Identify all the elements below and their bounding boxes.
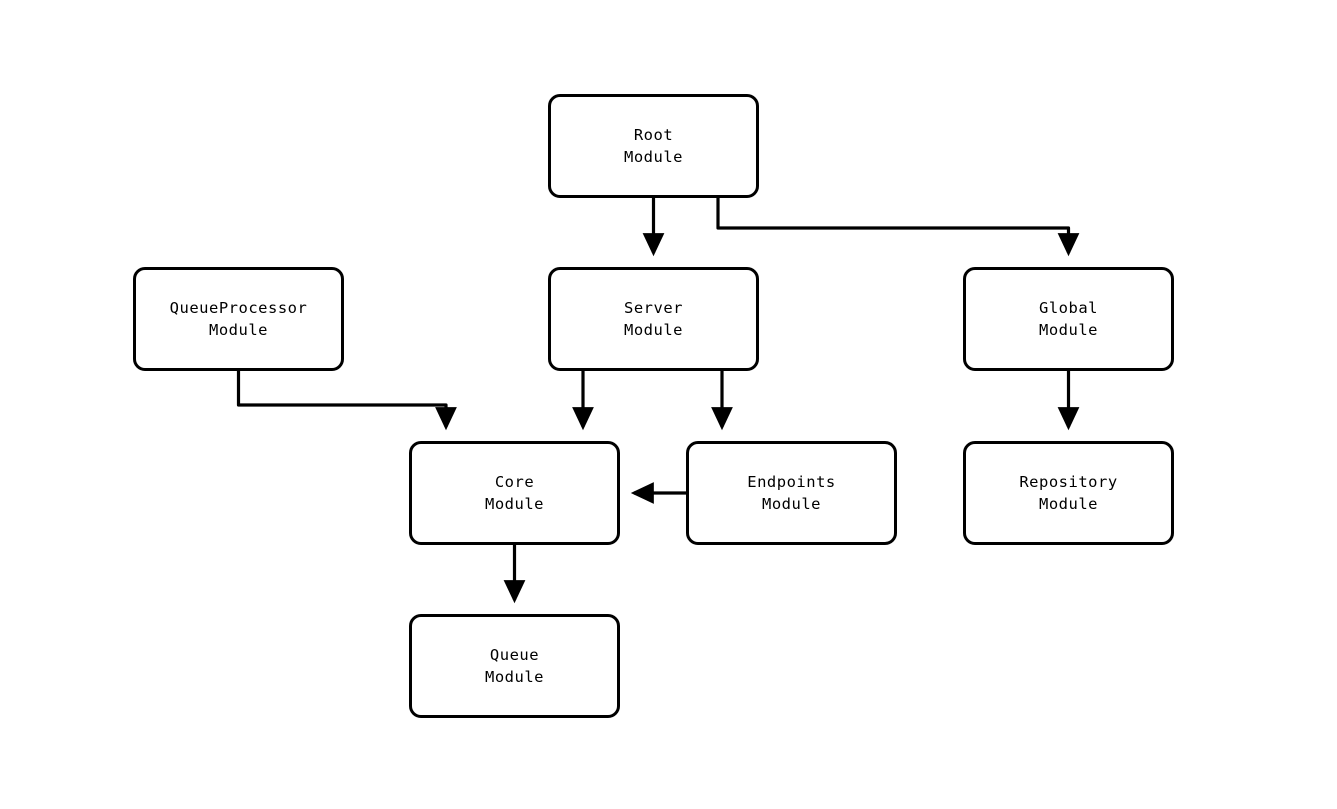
- node-core-line2: Module: [485, 495, 544, 513]
- node-server[interactable]: [548, 267, 759, 371]
- node-global-line2: Module: [1039, 321, 1098, 339]
- node-repository-line1: Repository: [1019, 473, 1118, 491]
- node-root-line2: Module: [624, 148, 683, 166]
- node-queue-line1: Queue: [489, 646, 540, 664]
- node-root-line1: Root: [633, 126, 674, 144]
- node-queue[interactable]: [409, 614, 620, 718]
- edge-root-to-global: [718, 198, 1069, 253]
- node-server-line2: Module: [624, 321, 683, 339]
- node-repository-line2: Module: [1039, 495, 1098, 513]
- node-global[interactable]: [963, 267, 1174, 371]
- node-core[interactable]: [409, 441, 620, 545]
- edge-queueprocessor-to-core: [239, 371, 447, 427]
- node-global-line1: Global: [1039, 299, 1098, 317]
- node-core-line1: Core: [494, 473, 535, 491]
- node-endpoints-line2: Module: [762, 495, 821, 513]
- node-repository[interactable]: [963, 441, 1174, 545]
- node-endpoints-line1: Endpoints: [747, 473, 836, 491]
- node-queue-line2: Module: [485, 668, 544, 686]
- node-queueprocessor[interactable]: [133, 267, 344, 371]
- node-queueprocessor-line2: Module: [209, 321, 268, 339]
- node-root[interactable]: [548, 94, 759, 198]
- node-server-line1: Server: [624, 299, 683, 317]
- node-queueprocessor-line1: QueueProcessor: [169, 299, 308, 317]
- node-endpoints[interactable]: [686, 441, 897, 545]
